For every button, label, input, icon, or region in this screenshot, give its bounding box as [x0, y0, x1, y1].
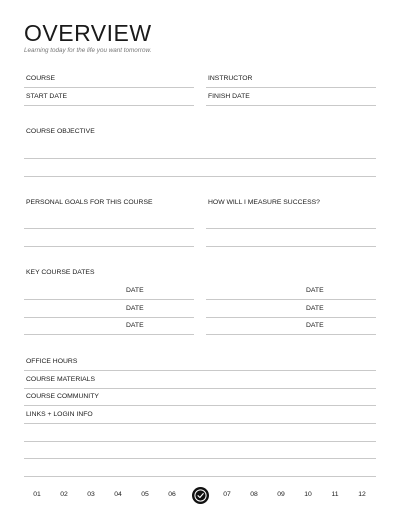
links-login-label: LINKS + LOGIN INFO: [26, 411, 93, 418]
month-tab-08[interactable]: 08: [250, 491, 258, 498]
measure-success-line-1[interactable]: [206, 228, 376, 229]
key-date-label: DATE: [306, 287, 324, 294]
notes-line-1[interactable]: [24, 441, 376, 442]
key-date-field[interactable]: [206, 299, 376, 300]
instructor-label: INSTRUCTOR: [208, 75, 253, 82]
key-date-field[interactable]: [206, 317, 376, 318]
month-tab-11[interactable]: 11: [331, 491, 339, 498]
measure-success-line-2[interactable]: [206, 246, 376, 247]
current-month-tab[interactable]: [192, 487, 209, 504]
office-hours-field[interactable]: [24, 370, 376, 371]
key-date-label: DATE: [126, 305, 144, 312]
course-objective-line-1[interactable]: [24, 158, 376, 159]
key-date-label: DATE: [306, 305, 324, 312]
month-tab-06[interactable]: 06: [168, 491, 176, 498]
month-tab-10[interactable]: 10: [304, 491, 312, 498]
key-date-label: DATE: [126, 287, 144, 294]
course-materials-field[interactable]: [24, 388, 376, 389]
start-date-label: START DATE: [26, 93, 68, 100]
finish-date-label: FINISH DATE: [208, 93, 250, 100]
key-date-field[interactable]: [24, 299, 194, 300]
month-tabs: [0, 485, 400, 505]
key-date-label: DATE: [306, 322, 324, 329]
course-label: COURSE: [26, 75, 56, 82]
month-tab-03[interactable]: 03: [87, 491, 95, 498]
course-materials-label: COURSE MATERIALS: [26, 376, 95, 383]
key-date-label: DATE: [126, 322, 144, 329]
month-tab-07[interactable]: 07: [223, 491, 231, 498]
course-objective-line-2[interactable]: [24, 176, 376, 177]
personal-goals-line-1[interactable]: [24, 228, 194, 229]
month-tab-02[interactable]: 02: [60, 491, 68, 498]
month-tab-04[interactable]: 04: [114, 491, 122, 498]
office-hours-label: OFFICE HOURS: [26, 358, 78, 365]
start-date-field[interactable]: [24, 105, 194, 106]
instructor-field[interactable]: [206, 87, 376, 88]
page-subtitle: Learning today for the life you want tomorrow.: [24, 47, 152, 54]
key-date-field[interactable]: [24, 334, 194, 335]
month-tab-09[interactable]: 09: [277, 491, 285, 498]
course-community-field[interactable]: [24, 405, 376, 406]
personal-goals-line-2[interactable]: [24, 246, 194, 247]
finish-date-field[interactable]: [206, 105, 376, 106]
course-community-label: COURSE COMMUNITY: [26, 393, 99, 400]
course-objective-label: COURSE OBJECTIVE: [26, 128, 95, 135]
links-login-field[interactable]: [24, 423, 376, 424]
notes-line-3[interactable]: [24, 476, 376, 477]
personal-goals-label: PERSONAL GOALS FOR THIS COURSE: [26, 199, 153, 206]
month-tab-05[interactable]: 05: [141, 491, 149, 498]
key-dates-heading: KEY COURSE DATES: [26, 269, 95, 276]
notes-line-2[interactable]: [24, 458, 376, 459]
month-tab-12[interactable]: 12: [358, 491, 366, 498]
measure-success-label: HOW WILL I MEASURE SUCCESS?: [208, 199, 320, 206]
key-date-field[interactable]: [206, 334, 376, 335]
page-title: OVERVIEW: [24, 20, 152, 46]
month-tab-01[interactable]: 01: [33, 491, 41, 498]
course-field[interactable]: [24, 87, 194, 88]
key-date-field[interactable]: [24, 317, 194, 318]
check-circle-icon: [192, 487, 209, 504]
